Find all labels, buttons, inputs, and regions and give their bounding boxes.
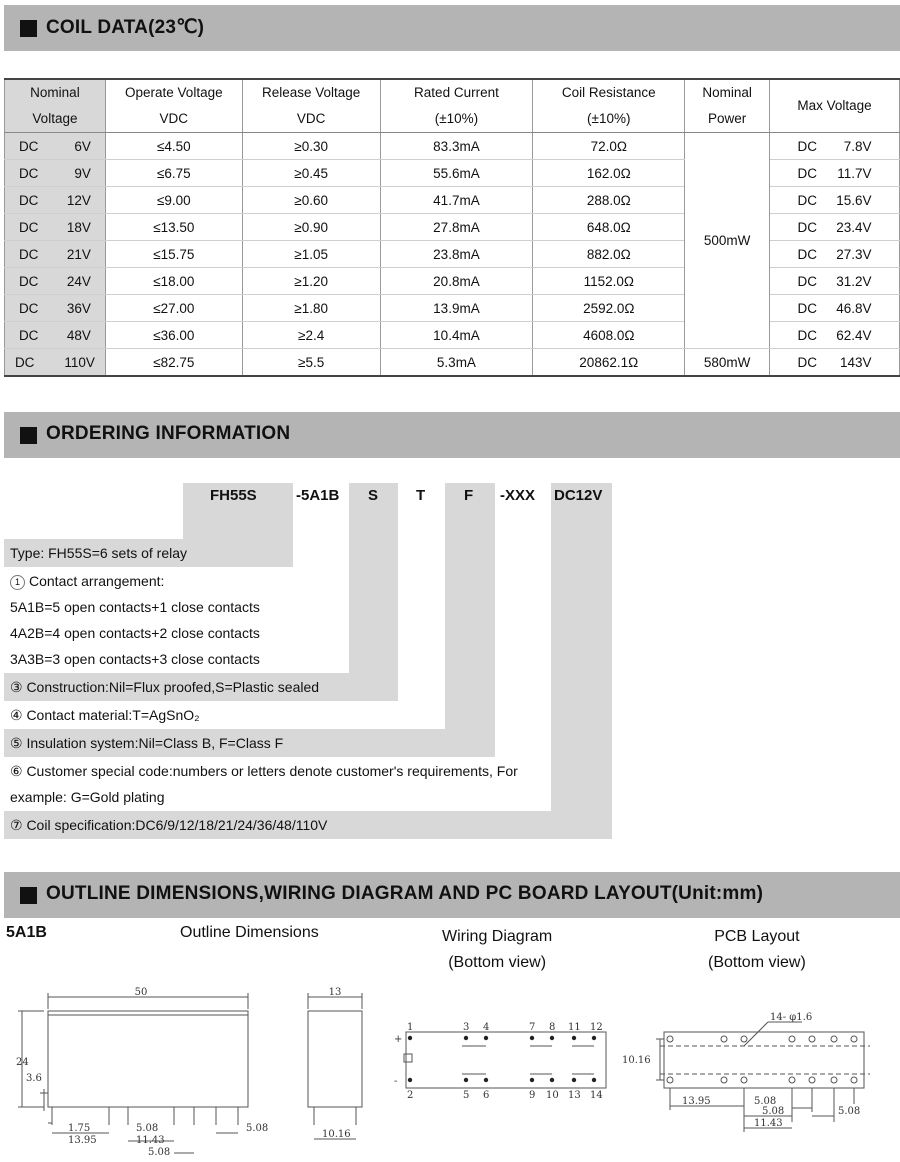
outline-front-drawing — [8, 985, 280, 1157]
square-bullet-icon — [20, 20, 37, 37]
nominal-power-cell-110v: 580mW — [685, 349, 770, 377]
pin-7: 7 — [529, 1022, 536, 1033]
ordering-box-coil — [551, 483, 612, 839]
table-row: DC 24V ≤18.00 ≥1.20 20.8mA 1152.0Ω DC 31.2V — [5, 268, 900, 295]
pin-10: 10 — [546, 1090, 559, 1101]
dim-3-6: 3.6 — [26, 1073, 42, 1084]
outline-side-drawing — [300, 985, 372, 1145]
header-nominal-voltage: Nominal Voltage — [5, 79, 106, 133]
coil-spec-line: ⑦ Coil specification:DC6/9/12/18/21/24/36/48/110V — [10, 817, 328, 833]
pin-3: 3 — [463, 1022, 470, 1033]
table-row: DC 12V ≤9.00 ≥0.60 41.7mA 288.0Ω DC 15.6V — [5, 187, 900, 214]
square-bullet-icon — [20, 887, 37, 904]
table-header-row — [5, 79, 900, 133]
circled-number-1: 1 — [10, 575, 25, 590]
dim-width-50: 50 — [134, 987, 148, 998]
header-nominal-power: Nominal Power — [685, 79, 770, 133]
code-customer: -XXX — [500, 487, 536, 504]
pin-11: 11 — [568, 1022, 581, 1033]
pin-6: 6 — [483, 1090, 490, 1101]
pin-14: 14 — [590, 1090, 603, 1101]
pin-12: 12 — [590, 1022, 603, 1033]
nominal-power-cell: 500mW — [685, 133, 770, 349]
code-material: T — [416, 487, 426, 504]
contact-option-1: 5A1B=5 open contacts+1 close contacts — [10, 599, 260, 615]
customer-line-1: ⑥ Customer special code:numbers or letters denote customer's requirements, For — [10, 763, 518, 779]
header-max-voltage: Max Voltage — [770, 79, 900, 133]
code-series: FH55S — [210, 487, 257, 504]
contact-line: 1 Contact arrangement: — [10, 573, 164, 590]
minus-sign: - — [394, 1076, 398, 1087]
pin-5: 5 — [463, 1090, 470, 1101]
pcb-dim-5-08-b: 5.08 — [762, 1106, 785, 1117]
table-row: DC 18V ≤13.50 ≥0.90 27.8mA 648.0Ω DC 23.4V — [5, 214, 900, 241]
dim-11-43: 11.43 — [136, 1135, 165, 1146]
dim-10-16: 10.16 — [322, 1129, 351, 1140]
pcb-dim-10-16: 10.16 — [622, 1055, 651, 1066]
pin-13: 13 — [568, 1090, 581, 1101]
code-contact: -5A1B — [296, 487, 340, 504]
outline-header — [4, 872, 900, 918]
wiring-diagram — [392, 1018, 612, 1102]
insulation-line: ⑤ Insulation system:Nil=Class B, F=Class F — [10, 735, 284, 751]
coil-data-title: COIL DATA(23℃) — [46, 17, 205, 38]
table-row: DC 110V ≤82.75 ≥5.5 5.3mA 20862.1Ω 580mW DC 143V — [5, 349, 900, 377]
square-bullet-icon — [20, 427, 37, 444]
construction-line: ③ Construction:Nil=Flux proofed,S=Plastic sealed — [10, 679, 320, 695]
code-construction: S — [368, 487, 379, 504]
pin-8: 8 — [549, 1022, 556, 1033]
pcb-dim-5-08-a: 5.08 — [754, 1096, 777, 1107]
pin-2: 2 — [407, 1090, 414, 1101]
contact-option-2: 4A2B=4 open contacts+2 close contacts — [10, 625, 260, 641]
dim-5-08-a: 5.08 — [136, 1123, 159, 1134]
contact-option-3: 3A3B=3 open contacts+3 close contacts — [10, 651, 260, 667]
dim-5-08-b: 5.08 — [148, 1147, 171, 1157]
ordering-box-insulation — [445, 483, 495, 757]
pin-4: 4 — [483, 1022, 490, 1033]
table-row: DC 48V ≤36.00 ≥2.4 10.4mA 4608.0Ω DC 62.4V — [5, 322, 900, 349]
pcb-layout-drawing — [620, 1008, 890, 1134]
ordering-header — [4, 412, 900, 458]
header-release-voltage: Release Voltage VDC — [242, 79, 380, 133]
plus-sign: + — [394, 1034, 403, 1045]
coil-data-table — [4, 78, 900, 377]
wiring-label: Wiring Diagram (Bottom view) — [442, 928, 553, 971]
model-label: 5A1B — [6, 924, 47, 941]
header-rated-current: Rated Current (±10%) — [380, 79, 533, 133]
outline-title: OUTLINE DIMENSIONS,WIRING DIAGRAM AND PC BOARD LAYOUT(Unit:mm) — [46, 883, 764, 904]
dim-width-13: 13 — [328, 987, 342, 998]
customer-line-2: example: G=Gold plating — [10, 789, 165, 805]
pin-9: 9 — [529, 1090, 536, 1101]
type-line: Type: FH55S=6 sets of relay — [10, 545, 188, 561]
pcb-label: PCB Layout (Bottom view) — [708, 928, 806, 971]
ordering-box-construction — [349, 483, 398, 701]
pcb-hole-spec: 14- φ1.6 — [770, 1012, 813, 1023]
table-row: DC 21V ≤15.75 ≥1.05 23.8mA 882.0Ω DC 27.3V — [5, 241, 900, 268]
coil-data-header — [4, 5, 900, 51]
dim-13-95: 13.95 — [68, 1135, 97, 1146]
pcb-dim-13-95: 13.95 — [682, 1096, 711, 1107]
material-line: ④ Contact material:T=AgSnO₂ — [10, 707, 200, 723]
pin-1: 1 — [407, 1022, 414, 1033]
code-coil: DC12V — [554, 487, 603, 504]
dim-height-24: 24 — [16, 1057, 29, 1068]
dim-1-75: 1.75 — [68, 1123, 91, 1134]
pcb-dim-11-43: 11.43 — [754, 1118, 783, 1129]
header-operate-voltage: Operate Voltage VDC — [105, 79, 242, 133]
outline-dimensions-label: Outline Dimensions — [180, 924, 319, 941]
table-row: DC 6V ≤4.50 ≥0.30 83.3mA 72.0Ω 500mW DC 7.8V — [5, 133, 900, 160]
table-row: DC 36V ≤27.00 ≥1.80 13.9mA 2592.0Ω DC 46.8V — [5, 295, 900, 322]
header-coil-resistance: Coil Resistance (±10%) — [533, 79, 685, 133]
pcb-dim-5-08-c: 5.08 — [838, 1106, 861, 1117]
table-row: DC 9V ≤6.75 ≥0.45 55.6mA 162.0Ω DC 11.7V — [5, 160, 900, 187]
code-insulation: F — [464, 487, 474, 504]
dim-5-08-c: 5.08 — [246, 1123, 269, 1134]
ordering-title: ORDERING INFORMATION — [46, 423, 291, 444]
